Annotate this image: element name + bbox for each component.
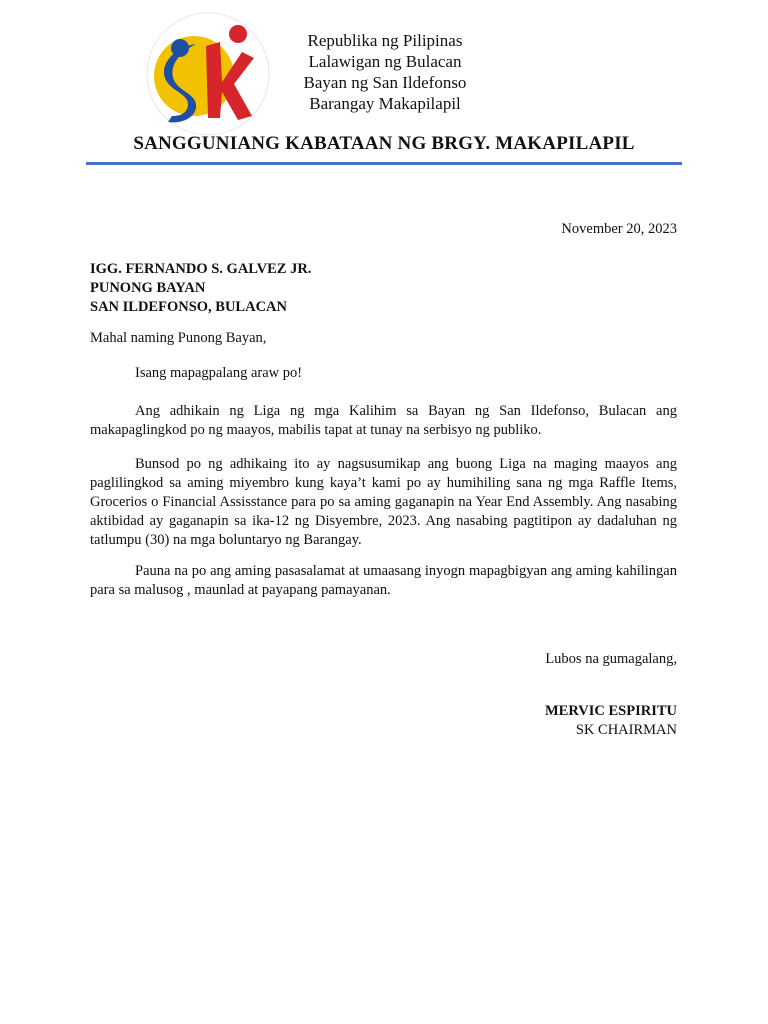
signatory-title: SK CHAIRMAN — [575, 722, 677, 738]
signatory-name: MERVIC ESPIRITU — [544, 703, 677, 719]
header-divider — [86, 162, 682, 165]
recipient-address: SAN ILDEFONSO, BULACAN — [90, 299, 287, 315]
letterhead-line: Republika ng Pilipinas — [307, 31, 463, 50]
letterhead-address — [290, 30, 480, 114]
recipient-name: IGG. FERNANDO S. GALVEZ JR. — [90, 261, 312, 277]
letterhead-line: Barangay Makapilapil — [309, 94, 461, 113]
recipient-block — [90, 260, 311, 317]
letterhead-line: Bayan ng San Ildefonso — [303, 73, 467, 92]
salutation: Mahal naming Punong Bayan, — [90, 330, 267, 346]
org-title: SANGGUNIANG KABATAAN NG BRGY. MAKAPILAPIL — [133, 133, 635, 154]
recipient-position: PUNONG BAYAN — [90, 280, 206, 296]
sk-logo — [146, 12, 270, 136]
body-paragraph: Ang adhikain ng Liga ng mga Kalihim sa Bayan ng San Ildefonso, Bulacan ang makapaglingkod po ng maayos, mabilis tapat at tunay na serbisyo ng publiko. — [90, 403, 677, 438]
letter-date: November 20, 2023 — [561, 221, 677, 237]
closing: Lubos na gumagalang, — [545, 651, 677, 667]
body-paragraph: Pauna na po ang aming pasasalamat at umaasang inyogn mapagbigyan ang aming kahilingan para sa malusog , maunlad at payapang pamayanan. — [90, 563, 677, 598]
body-paragraph: Bunsod po ng adhikaing ito ay nagsusumikap ang buong Liga na maging maayos ang paglilingkod sa aming miyembro kung kaya’t kami po ay humihiling sana ng mga Raffle Items, Grocerios o Financial Assisstance para po sa aming gaganapin na Year End Assembly. Ang nasabing aktibidad ay gaganapin sa ika-12 ng Disyembre, 2023. Ang nasabing pagtitipon ay dadaluhan ng tatlumpu (30) na mga boluntaryo ng Barangay. — [90, 456, 677, 548]
letterhead-line: Lalawigan ng Bulacan — [308, 52, 462, 71]
body-paragraph: Isang mapagpalang araw po! — [135, 365, 303, 381]
